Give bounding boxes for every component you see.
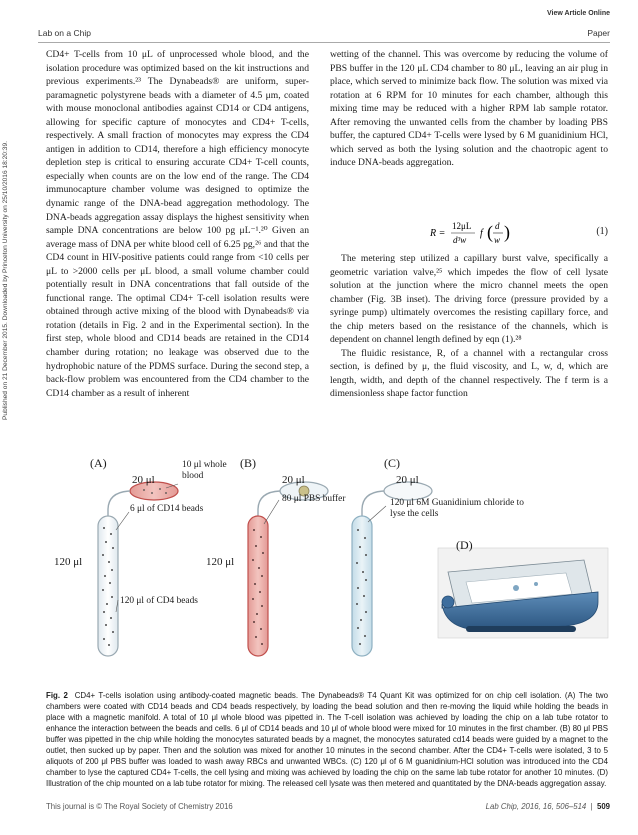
panel-b	[248, 482, 328, 656]
panel-b-pbs-label: 80 μl PBS buffer	[282, 494, 346, 504]
eq-inner-den: w	[494, 235, 501, 245]
equation-1	[330, 212, 608, 248]
panel-d-label: (D)	[456, 538, 473, 552]
panel-c-label: (C)	[384, 456, 400, 470]
panel-b-label: (B)	[240, 456, 256, 470]
caption-label: Fig. 2	[46, 691, 68, 700]
equation-body	[430, 216, 550, 253]
svg-text:): )	[504, 222, 510, 242]
eq-denominator: d³w	[453, 235, 467, 245]
article-type-running-head: Paper	[587, 28, 610, 38]
panel-a-label: (A)	[90, 456, 107, 470]
panel-b-cd4-chamber	[248, 516, 268, 656]
right-text-column-top	[330, 48, 608, 170]
footer-citation-text: Lab Chip, 2016, 16, 506–514	[485, 802, 587, 811]
figure-2	[46, 452, 608, 662]
caption-text: CD4+ T-cells isolation using antibody-coated magnetic beads. The Dynabeads® T4 Quant Kit was optimized for on chip cell isolation. (A) The two chambers were coated with CD14 beads and CD4 beads respectively, by loading the bead solution and then re-moving the liquid while holding the beads in place with a magnetic manifold. A total of 10 μl whole blood was pipetted in. The T-cell isolation was achieved by loading the chip on a lab tube rotator to enhance the interaction between the beads and cells. 6 μl of CD14 beads and 10 μl of whole blood were mixed for 10 minutes in the first chamber. (B) 80 μl PBS buffer was pipetted in the chip while holding the monocytes saturated beads by a magnet, the monocytes saturated cd14 beads were guided by a magnet to the outlet, then sucked up by paper. Then and the solution was mixed for another 10 minutes in the second chamber. After the CD4+ T-cells were isolated, 3 to 5 aliquots of 200 μl PBS buffer was loaded to wash away RBCs and unwanted WBCs. (C) 120 μl of 6 M guanidinium-HCl solution was introduced into the CD4 chamber to lyse the captured CD4+ T-cells, the cell lysing and mixing was achieved by loading the chip on the same lab tube rotator for another 10 minutes. (D) Illustration of the chip mounted on a lab tube rotator for mixing. The released cell lysate was then metered and quantitated by the DNA-beads aggregation assay.	[46, 691, 609, 788]
svg-text:(: (	[487, 222, 493, 242]
panel-c-cd4-chamber	[352, 516, 372, 656]
left-text-column	[46, 48, 309, 400]
figure-caption	[46, 690, 608, 789]
journal-running-head: Lab on a Chip	[38, 28, 91, 38]
page-number: 509	[596, 802, 610, 811]
panel-c-top-volume: 20 μl	[396, 474, 419, 486]
publication-side-note-text: Published on 21 December 2015. Downloaded by Princeton University on 25/10/2016 18:20:39.	[2, 141, 9, 420]
header-rule	[38, 42, 610, 43]
panel-a-chamber-volume: 120 μl	[54, 556, 83, 568]
eq-lhs: R =	[430, 228, 446, 239]
panel-a-cd14-label: 6 μl of CD14 beads	[130, 504, 204, 514]
right-text-column-bottom	[330, 252, 608, 401]
panel-d	[438, 548, 608, 638]
panel-a-top-volume: 20 μl	[132, 474, 155, 486]
panel-a-whole-blood-label: 10 μl whole blood	[182, 460, 227, 481]
panel-a-cd4-label: 120 μl of CD4 beads	[120, 596, 198, 606]
panel-c-guanidinium-label: 120 μl 6M Guanidinium chloride to lyse the cells	[390, 498, 524, 519]
view-article-link[interactable]: View Article Online	[546, 10, 610, 17]
footer-copyright: This journal is © The Royal Society of Chemistry 2016	[46, 802, 233, 811]
eq-function: f	[480, 228, 483, 239]
right-paragraph-metering: The metering step utilized a capillary burst valve, specifically a geometric variation valve,²⁵ which impedes the flow of cell lysate solution at the junction where the micro channel meets the open chamber (Fig. 3B inset). The driving force (pressure provided by a syringe pump) ultimately overcomes the resisting capillary force, and the chip meters based on the resistance of the channels, which is dependent on channel length defined by eqn (1).²⁸	[330, 253, 608, 346]
footer-separator: |	[590, 802, 593, 811]
panel-d-rotator-knob	[442, 596, 454, 608]
panel-a-cd4-chamber	[98, 516, 118, 656]
eq-inner-num: d	[495, 221, 500, 231]
equation-number: (1)	[596, 226, 608, 237]
right-paragraph-top: wetting of the channel. This was overcome by reducing the volume of PBS buffer in the 120 μL CD4 chamber to 80 μL, leaving an air plug in place, which served to minimize back flow. The solution was mixed via rotation at 6 RPM for 10 minutes for each chamber, although this mixing time may be reduced with a higher RPM lab sample rotator. After removing the unwanted cells from the chamber by loading PBS buffer, the captured CD4+ T-cells were lysed by 6 M guanidinium HCl, which served as both the lysing solution and the chaotropic agent to induce DNA-beads aggregation.	[330, 49, 608, 169]
eq-numerator: 12μL	[452, 221, 472, 231]
right-paragraph-resistance: The fluidic resistance, R, of a channel with a rectangular cross section, is defined by μ, the fluid viscosity, and L, w, d, which are length, width, and depth of the channel respectively. The f term is a dimensionless shape factor function	[330, 347, 608, 400]
panel-b-top-volume: 20 μl	[282, 474, 305, 486]
panel-b-chamber-volume: 120 μl	[206, 556, 235, 568]
figure-2-illustration	[46, 452, 608, 662]
left-paragraph: CD4+ T-cells from 10 μL of unprocessed whole blood, and the isolation procedure was optimized based on the kit instructions and previous experiments.²³ The Dynabeads® are uniform, super-paramagnetic polystyrene beads with a diameter of 4.5 μm, coated with mouse monoclonal antibodies against CD14 or CD4 antigens, allowing for specific capture of monocytes and CD4+ T-cells, respectively. A small fraction of monocytes may express the CD4 antigen in addition to CD14, therefore a high efficiency monocyte depletion step is critical to ensuring accurate CD4+ T-cell counts, especially when counts are on the low end of the range. The CD4 immunocapture chamber volume was designed to optimize the dynamic range of the DNA-bead aggregation methodology. The DNA-beads aggregation assay displays the highest sensitivity when sample DNA concentrations are below 100 pg μL⁻¹.²⁰ Given an average mass of DNA per white blood cell of 6.25 pg,²⁶ and that the CD4 count in HIV-positive patients could range from <10 cells per μL to >2000 cells per μL blood, a small volume chamber could potentially result in DNA concentrations that fall outside of the functional range. The optimal CD4+ T-cell isolation results were obtained through active mixing of the blood with Dynabeads® via rotation (details in Fig. 2 and in the Experimental section). In the first step, whole blood and CD14 beads are retained in the CD14 chamber during rotation; no leakage was observed due to the hydrophobic nature of the PDMS surface. During the second step, a back-flow problem was encountered from the CD4 chamber to the CD14 chamber as a result of inherent	[46, 49, 309, 399]
footer-citation	[486, 802, 610, 811]
